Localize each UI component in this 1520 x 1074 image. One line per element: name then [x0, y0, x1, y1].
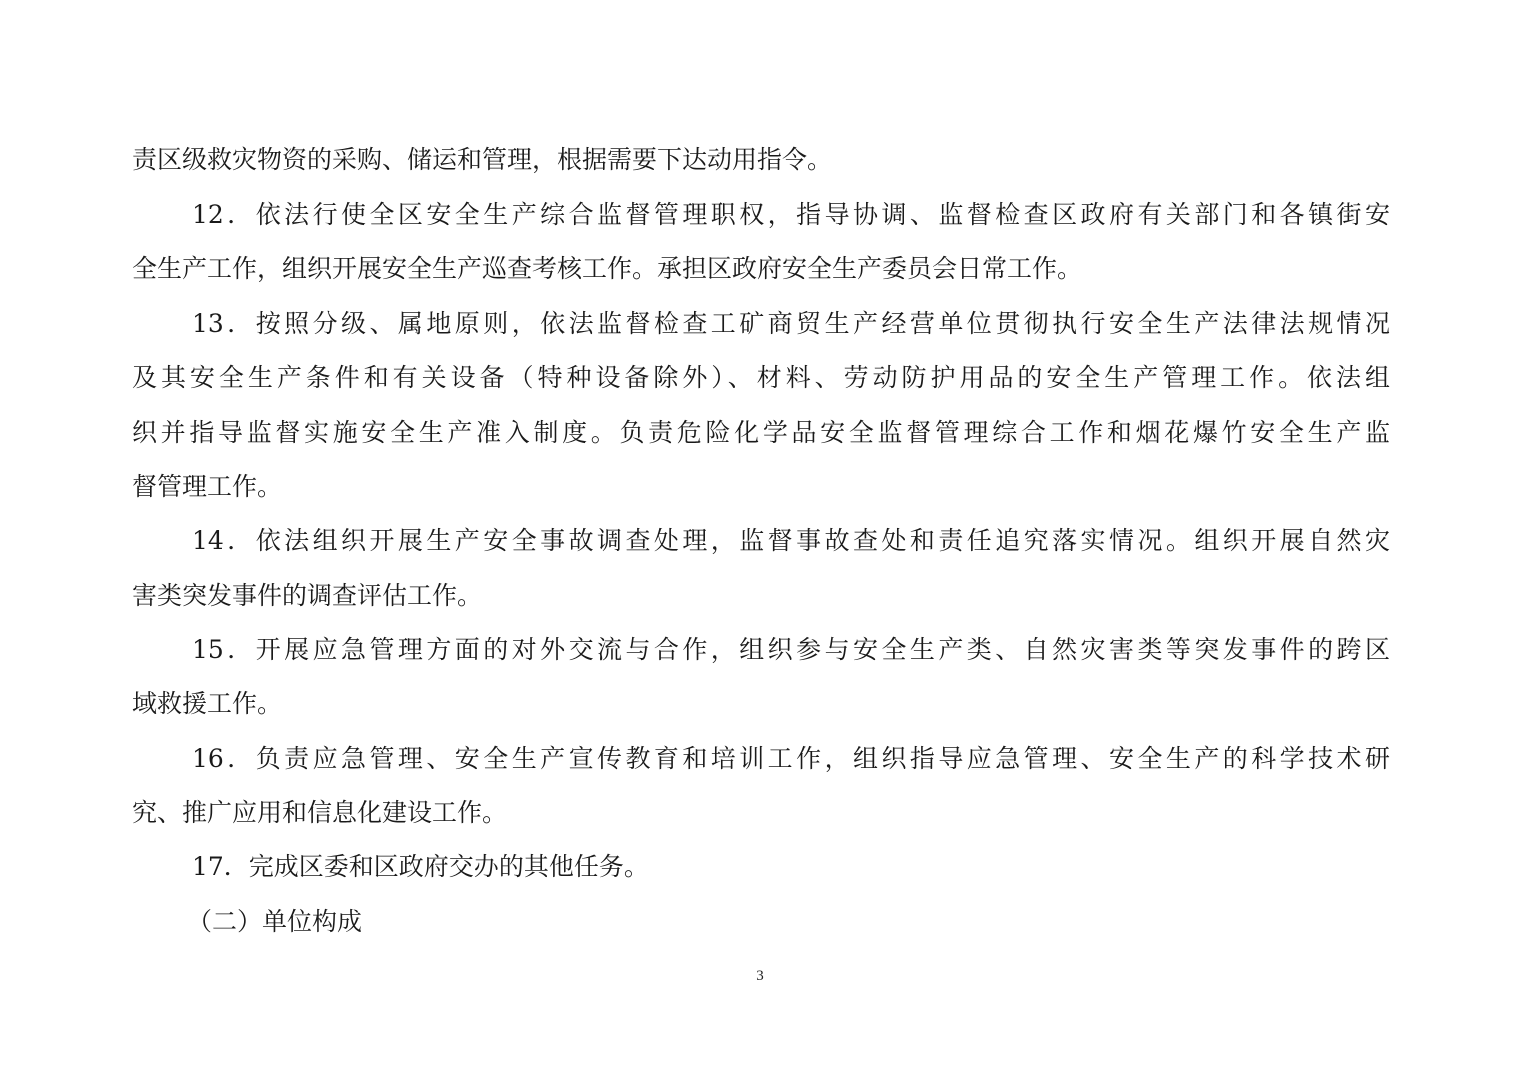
item-15-line-1: 15．开展应急管理方面的对外交流与合作，组织参与安全生产类、自然灾害类等突发事件的跨区 — [192, 635, 1390, 664]
item-14-line-2: 害类突发事件的调查评估工作。 — [132, 581, 483, 610]
item-15-line-2: 域救援工作。 — [132, 689, 283, 718]
item-13-line-1: 13．按照分级、属地原则，依法监督检查工矿商贸生产经营单位贯彻执行安全生产法律法规情况 — [192, 309, 1390, 338]
item-13-line-2: 及其安全生产条件和有关设备（特种设备除外）、材料、劳动防护用品的安全生产管理工作。依法组 — [132, 363, 1390, 392]
item-14-line-1: 14．依法组织开展生产安全事故调查处理，监督事故查处和责任追究落实情况。组织开展自然灾 — [192, 526, 1390, 555]
item-13-line-3: 织并指导监督实施安全生产准入制度。负责危险化学品安全监督管理综合工作和烟花爆竹安全生产监 — [132, 418, 1390, 447]
item-16-line-2: 究、推广应用和信息化建设工作。 — [132, 798, 508, 827]
item-13-line-4: 督管理工作。 — [132, 472, 283, 501]
item-16-line-1: 16．负责应急管理、安全生产宣传教育和培训工作，组织指导应急管理、安全生产的科学技术研 — [192, 744, 1390, 773]
text-line-1: 责区级救灾物资的采购、储运和管理，根据需要下达动用指令。 — [132, 145, 833, 174]
item-17-line-1: 17．完成区委和区政府交办的其他任务。 — [192, 852, 649, 881]
item-12-line-1: 12．依法行使全区安全生产综合监督管理职权，指导协调、监督检查区政府有关部门和各镇街安 — [192, 200, 1390, 229]
page-number: 3 — [756, 968, 764, 984]
section-heading: （二）单位构成 — [187, 907, 363, 936]
item-12-line-2: 全生产工作，组织开展安全生产巡查考核工作。承担区政府安全生产委员会日常工作。 — [132, 254, 1083, 283]
